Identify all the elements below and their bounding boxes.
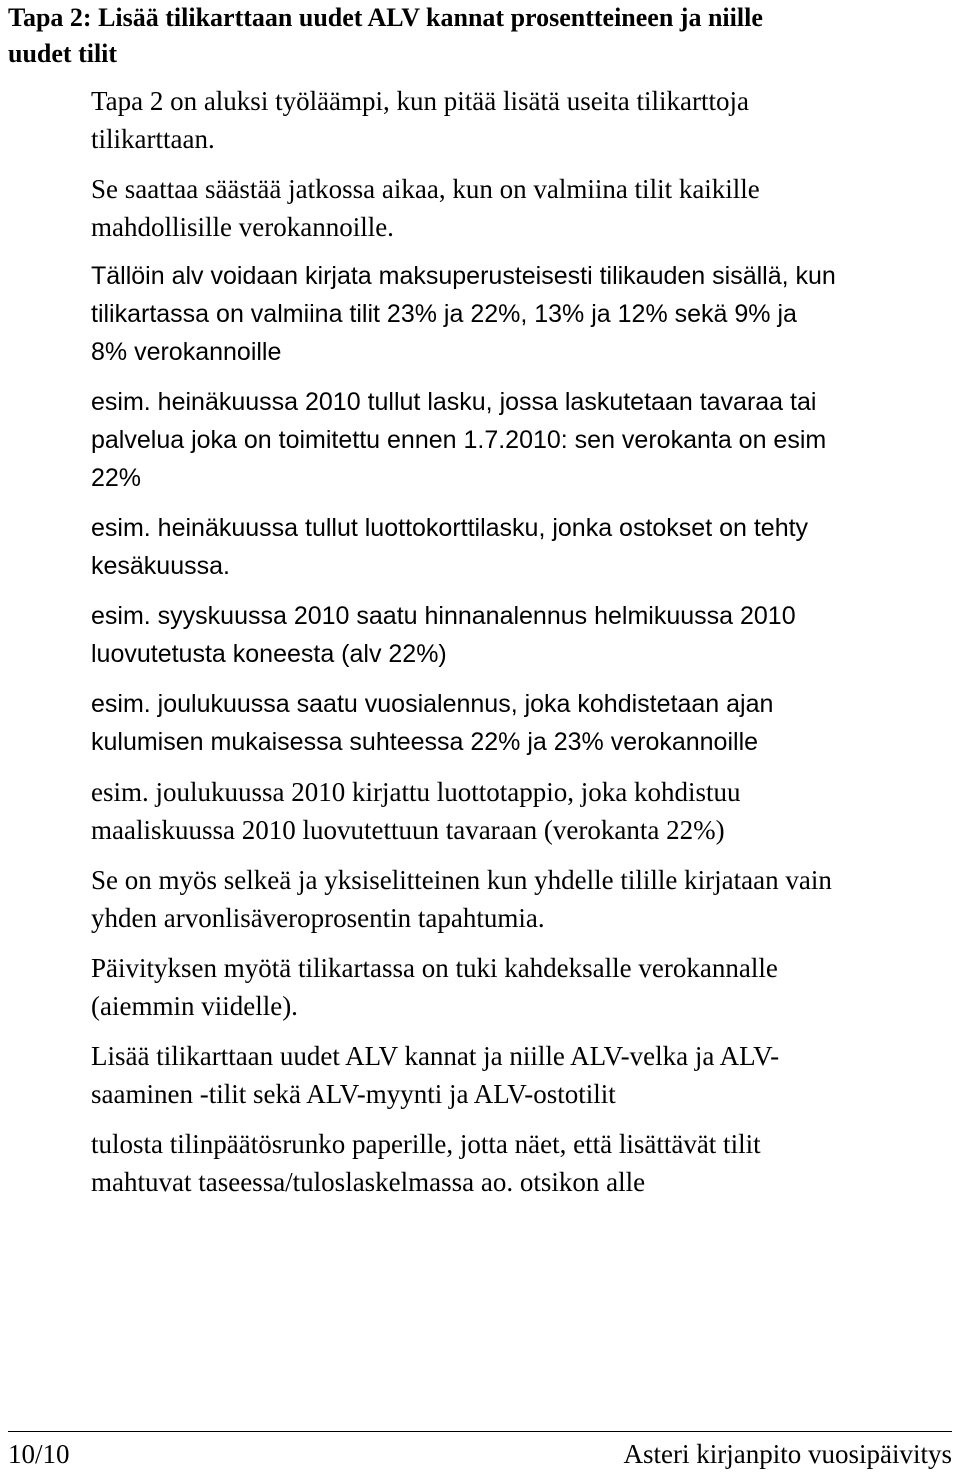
- paragraph-line: Se on myös selkeä ja yksiselitteinen kun yhdelle tilille kirjataan vain: [91, 865, 832, 895]
- paragraph-example-credit-loss: [91, 773, 959, 849]
- paragraph-line: Se saattaa säästää jatkossa aikaa, kun on valmiina tilit kaikille: [91, 174, 760, 204]
- paragraph-line: mahtuvat taseessa/tuloslaskelmassa ao. otsikon alle: [91, 1167, 646, 1197]
- document-title: Asteri kirjanpito vuosipäivitys: [623, 1439, 952, 1469]
- paragraph-example-credit-card: [91, 509, 959, 585]
- paragraph-line: Tapa 2 on aluksi työläämpi, kun pitää lisätä useita tilikarttoja: [91, 86, 749, 116]
- paragraph-saves-time: [91, 170, 959, 246]
- paragraph-line: Tällöin alv voidaan kirjata maksuperusteisesti tilikauden sisällä, kun: [91, 262, 836, 290]
- heading-line: uudet tilit: [8, 39, 118, 68]
- page-heading: [8, 0, 948, 72]
- paragraph-line: tulosta tilinpäätösrunko paperille, jotta näet, että lisättävät tilit: [91, 1129, 761, 1159]
- paragraph-line: esim. heinäkuussa 2010 tullut lasku, jossa laskutetaan tavaraa tai: [91, 388, 817, 416]
- paragraph-add-vat-accounts: [91, 1037, 959, 1113]
- paragraph-line: Lisää tilikarttaan uudet ALV kannat ja niille ALV-velka ja ALV-: [91, 1041, 780, 1071]
- paragraph-print-framework: [91, 1125, 959, 1201]
- paragraph-line: kulumisen mukaisessa suhteessa 22% ja 23% verokannoille: [91, 728, 759, 756]
- paragraph-example-discount: [91, 597, 959, 673]
- paragraph-payment-basis: [91, 257, 959, 371]
- paragraph-line: tilikartassa on valmiina tilit 23% ja 22%, 13% ja 12% sekä 9% ja: [91, 300, 797, 328]
- paragraph-line: mahdollisille verokannoille.: [91, 212, 394, 242]
- paragraph-line: esim. joulukuussa saatu vuosialennus, joka kohdistetaan ajan: [91, 690, 774, 718]
- page-number: 10/10: [8, 1439, 70, 1469]
- paragraph-eight-tax-rates: [91, 949, 959, 1025]
- paragraph-line: esim. joulukuussa 2010 kirjattu luottotappio, joka kohdistuu: [91, 777, 741, 807]
- paragraph-line: esim. heinäkuussa tullut luottokorttilasku, jonka ostokset on tehty: [91, 514, 809, 542]
- paragraph-line: tilikarttaan.: [91, 124, 215, 154]
- paragraph-line: maaliskuussa 2010 luovutettuun tavaraan (verokanta 22%): [91, 815, 725, 845]
- paragraph-line: 22%: [91, 464, 142, 492]
- heading-line: Tapa 2: Lisää tilikarttaan uudet ALV kannat prosentteineen ja niille: [8, 3, 763, 32]
- paragraph-clarity: [91, 861, 959, 937]
- paragraph-line: luovutetusta koneesta (alv 22%): [91, 640, 447, 668]
- paragraph-line: palvelua joka on toimitettu ennen 1.7.2010: sen verokanta on esim: [91, 426, 827, 454]
- paragraph-line: 8% verokannoille: [91, 338, 282, 366]
- paragraph-line: (aiemmin viidelle).: [91, 991, 298, 1021]
- paragraph-example-july-invoice: [91, 383, 959, 497]
- paragraph-example-annual-discount: [91, 685, 959, 761]
- footer-divider: [8, 1431, 952, 1432]
- paragraph-line: saaminen -tilit sekä ALV-myynti ja ALV-ostotilit: [91, 1079, 616, 1109]
- paragraph-line: esim. syyskuussa 2010 saatu hinnanalennus helmikuussa 2010: [91, 602, 796, 630]
- paragraph-line: yhden arvonlisäveroprosentin tapahtumia.: [91, 903, 545, 933]
- paragraph-line: kesäkuussa.: [91, 552, 230, 580]
- paragraph-tapa2-intro: [91, 82, 959, 158]
- paragraph-line: Päivityksen myötä tilikartassa on tuki kahdeksalle verokannalle: [91, 953, 778, 983]
